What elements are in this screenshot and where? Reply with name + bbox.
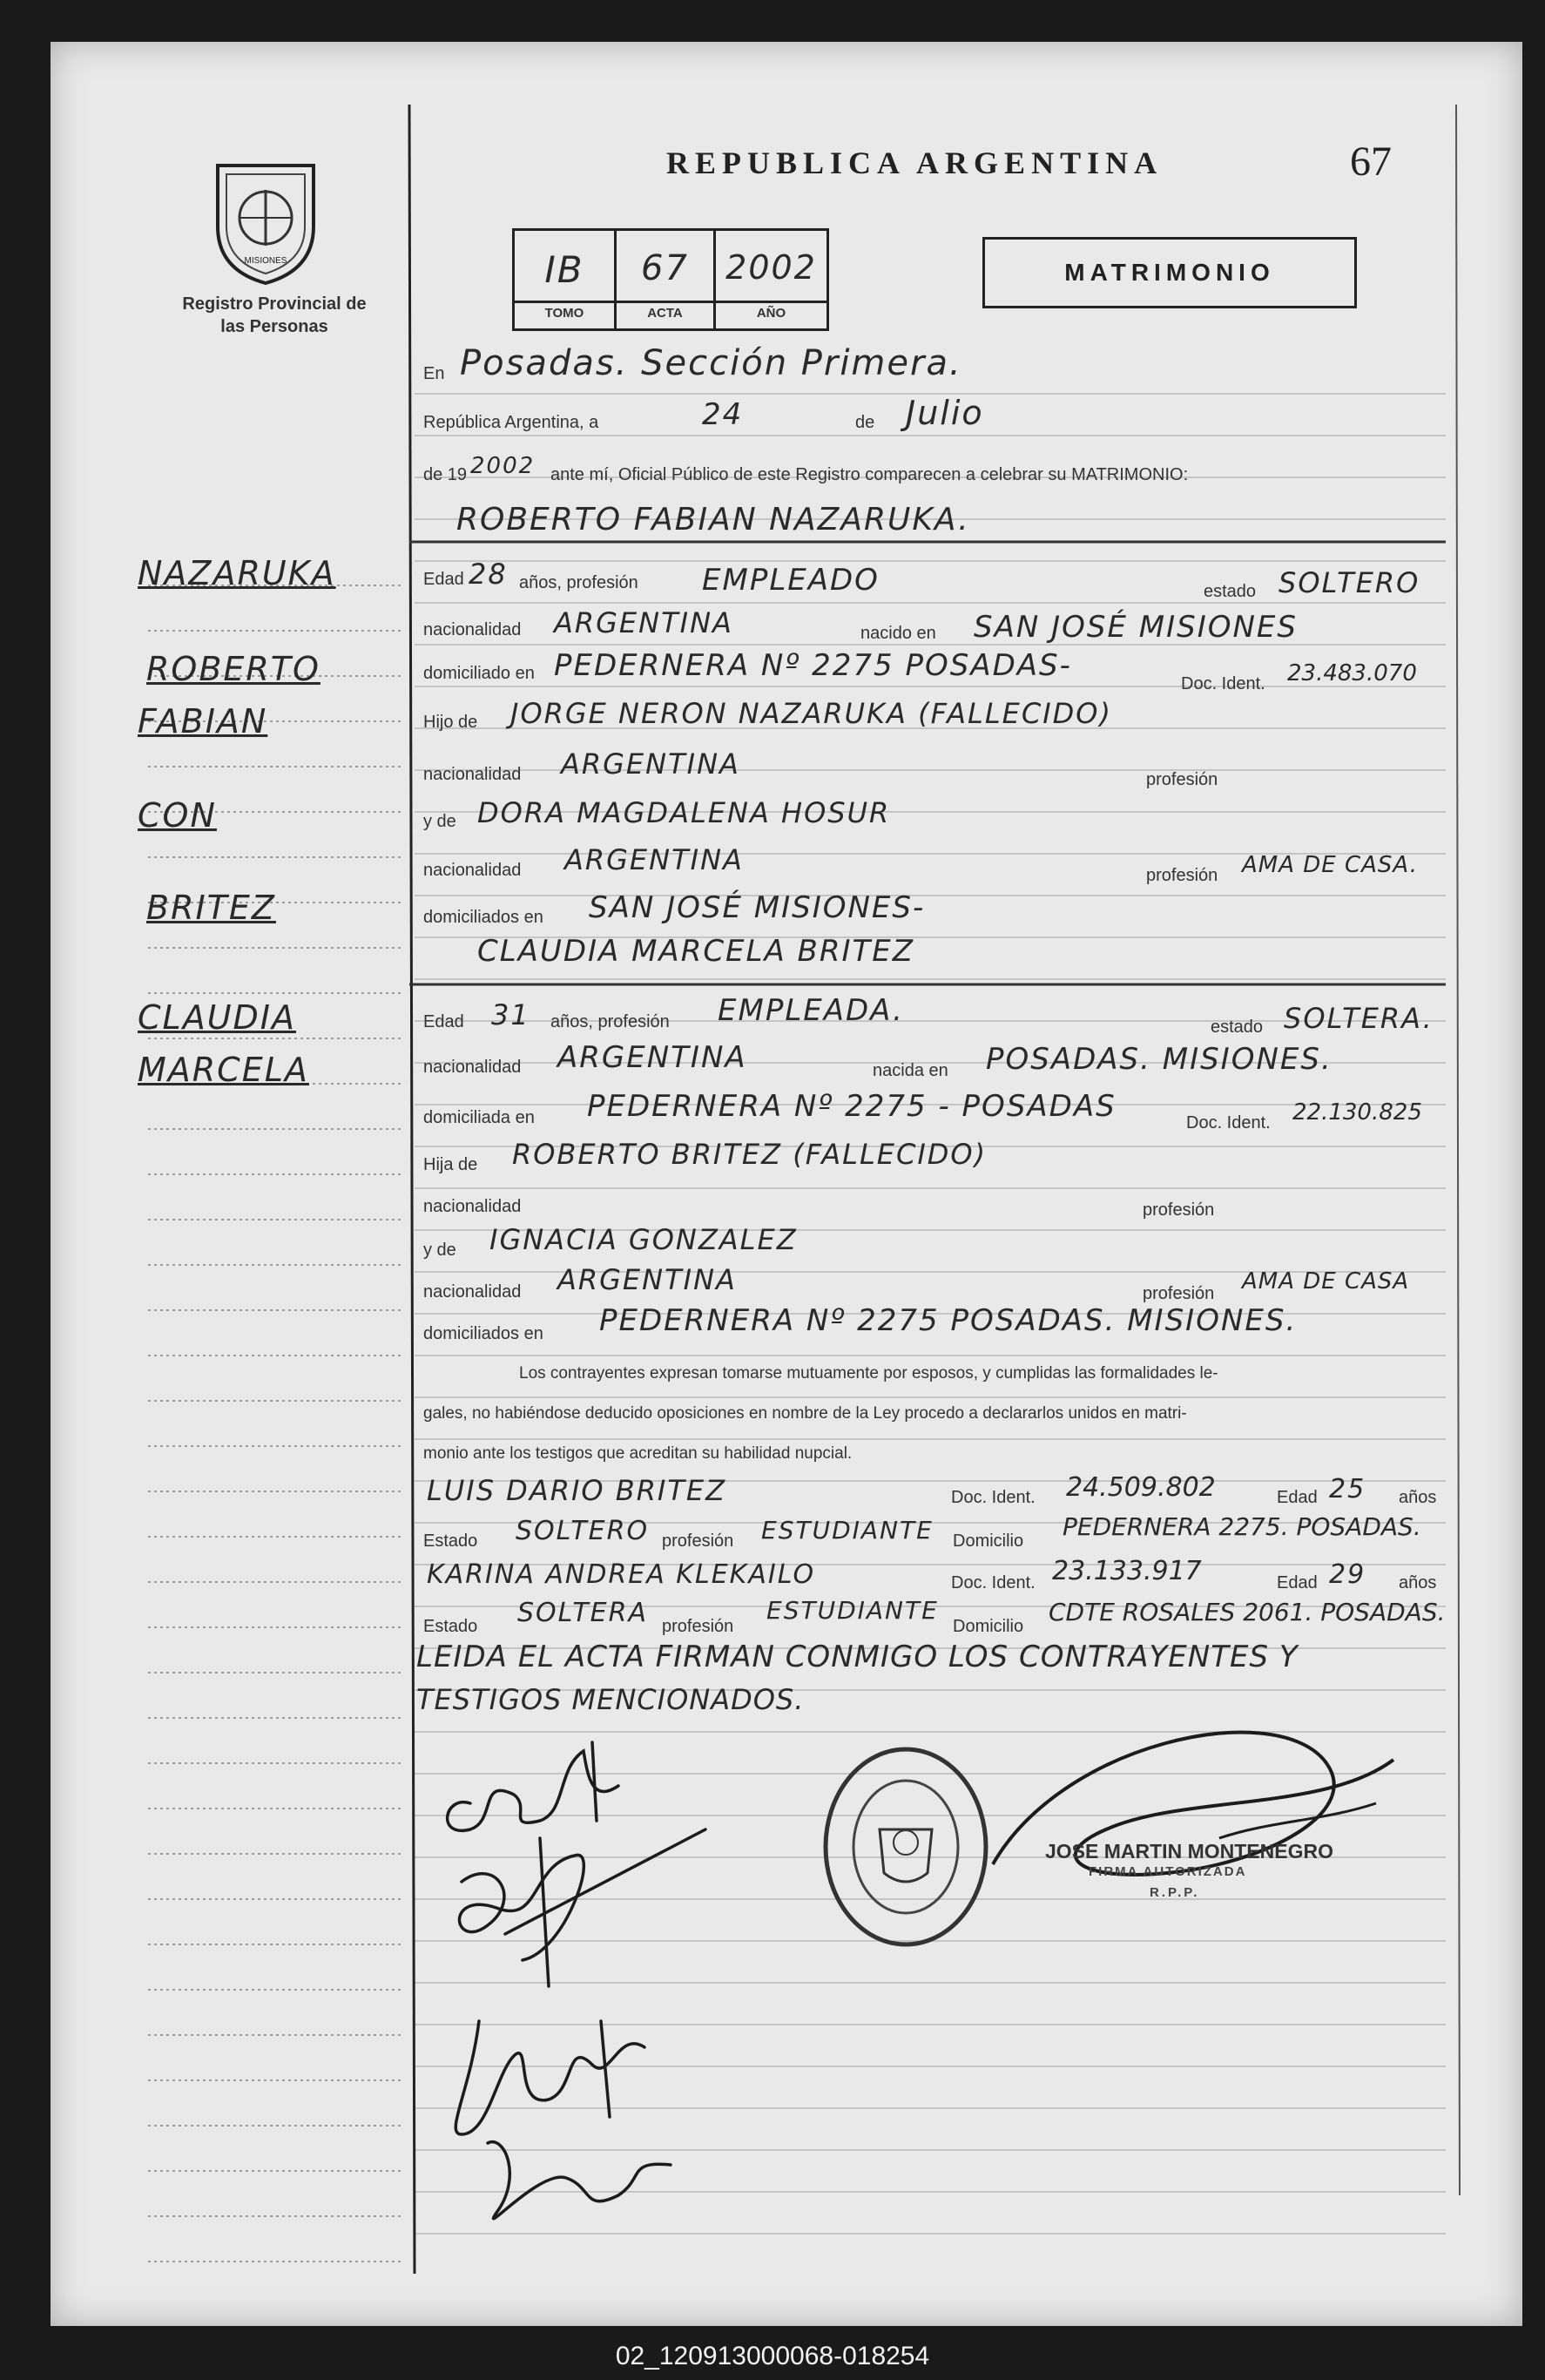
- margin-note-name2: FABIAN: [138, 702, 268, 740]
- witness2-profesion-label: profesión: [662, 1617, 734, 1636]
- acta-label: ACTA: [647, 306, 683, 321]
- witness1-anos-label: años: [1399, 1488, 1437, 1507]
- witness1-doc-label: Doc. Ident.: [951, 1488, 1036, 1507]
- groom-mother-nacionalidad-label: nacionalidad: [423, 861, 522, 880]
- groom-nacionalidad: ARGENTINA: [554, 606, 733, 639]
- bride-name: CLAUDIA MARCELA BRITEZ: [477, 934, 915, 969]
- tomo-value: IB: [544, 248, 584, 291]
- closing-line-1: LEIDA EL ACTA FIRMAN CONMIGO LOS CONTRAYENTES Y: [416, 1640, 1299, 1674]
- signature-groom: [448, 1742, 618, 1830]
- margin-note-bride-surname: BRITEZ: [146, 889, 276, 927]
- groom-profesion: EMPLEADO: [702, 563, 880, 598]
- official-org: R.P.P.: [1150, 1885, 1200, 1900]
- bride-doc: 22.130.825: [1292, 1099, 1422, 1126]
- bride-doc-label: Doc. Ident.: [1186, 1113, 1271, 1133]
- groom-doc-label: Doc. Ident.: [1181, 674, 1265, 693]
- groom-nacido-label: nacido en: [860, 624, 936, 643]
- bride-father-profesion-label: profesión: [1143, 1200, 1215, 1220]
- seal-text: MISIONES: [244, 256, 287, 266]
- groom-nacido: SAN JOSÉ MISIONES: [974, 610, 1298, 645]
- groom-hijo-label: Hijo de: [423, 713, 478, 732]
- groom-father-nacionalidad-label: nacionalidad: [423, 765, 522, 784]
- groom-profesion-label: años, profesión: [519, 573, 638, 592]
- groom-doc: 23.483.070: [1287, 660, 1417, 686]
- bride-edad-label: Edad: [423, 1012, 464, 1031]
- bride-domicilio: PEDERNERA Nº 2275 - POSADAS: [587, 1089, 1117, 1124]
- witness1-estado-label: Estado: [423, 1531, 478, 1551]
- ano-label: AÑO: [756, 306, 786, 321]
- bride-hija-label: Hija de: [423, 1155, 478, 1174]
- country-title: REPUBLICA ARGENTINA: [666, 145, 1164, 180]
- signature-witness2: [488, 2142, 671, 2219]
- witness2-edad-label: Edad: [1277, 1573, 1318, 1592]
- witness2-doc: 23.133.917: [1052, 1556, 1202, 1586]
- bride-profesion-label: años, profesión: [550, 1012, 670, 1031]
- acta-value: 67: [641, 248, 689, 288]
- witness2-name: KARINA ANDREA KLEKAILO: [427, 1559, 816, 1590]
- month: Julio: [906, 394, 984, 432]
- margin-note-con: CON: [138, 796, 217, 835]
- groom-padres-domicilio: SAN JOSÉ MISIONES-: [589, 890, 926, 925]
- closing-line-2: TESTIGOS MENCIONADOS.: [416, 1683, 805, 1716]
- signature-bride: [460, 1829, 706, 1986]
- groom-domicilio: PEDERNERA Nº 2275 POSADAS-: [554, 648, 1072, 683]
- groom-father-nacionalidad: ARGENTINA: [561, 747, 740, 781]
- bride-estado-label: estado: [1211, 1018, 1264, 1037]
- witness2-edad: 29: [1329, 1559, 1366, 1590]
- margin-note-surname: NAZARUKA: [138, 554, 336, 592]
- witness1-edad-label: Edad: [1277, 1488, 1318, 1507]
- bride-nacida-label: nacida en: [873, 1061, 948, 1080]
- witness2-profesion: ESTUDIANTE: [766, 1596, 939, 1625]
- bride-mother-profesion-label: profesión: [1143, 1284, 1215, 1303]
- footer-id: 02_120913000068-018254: [615, 2342, 930, 2370]
- bride-padres-domicilio-label: domiciliados en: [423, 1324, 543, 1343]
- signature-witness1: [455, 2021, 644, 2134]
- witness1-name: LUIS DARIO BRITEZ: [427, 1474, 727, 1507]
- tomo-label: TOMO: [544, 306, 584, 321]
- de-label: de: [855, 413, 875, 432]
- witness2-domicilio: CDTE ROSALES 2061. POSADAS.: [1049, 1598, 1446, 1626]
- act-type-box: MATRIMONIO: [982, 237, 1357, 308]
- bride-estado: SOLTERA.: [1284, 1002, 1434, 1035]
- witness1-doc: 24.509.802: [1066, 1472, 1216, 1503]
- groom-mother: DORA MAGDALENA HOSUR: [477, 796, 891, 829]
- groom-nacionalidad-label: nacionalidad: [423, 620, 522, 639]
- day: 24: [702, 397, 744, 432]
- groom-estado-label: estado: [1204, 582, 1257, 601]
- margin-note-name1: ROBERTO: [146, 650, 320, 688]
- signatures: [418, 1725, 749, 2248]
- year-prefix: de 19: [423, 465, 468, 484]
- witness2-estado-label: Estado: [423, 1617, 478, 1636]
- declaration-line-1: Los contrayentes expresan tomarse mutuamente por esposos, y cumplidas las formalidades le-: [519, 1364, 1218, 1383]
- witness1-domicilio-label: Domicilio: [953, 1531, 1024, 1551]
- witness2-domicilio-label: Domicilio: [953, 1617, 1024, 1636]
- groom-mother-nacionalidad: ARGENTINA: [564, 843, 744, 876]
- tomo-acta-box: [512, 228, 829, 331]
- margin-note-bride-name2: MARCELA: [138, 1051, 309, 1089]
- witness1-profesion-label: profesión: [662, 1531, 734, 1551]
- bride-yde-label: y de: [423, 1241, 456, 1260]
- witness1-domicilio: PEDERNERA 2275. POSADAS.: [1063, 1512, 1421, 1541]
- witness1-estado: SOLTERO: [516, 1516, 650, 1546]
- bride-profesion: EMPLEADA.: [718, 993, 904, 1028]
- registry-seal-icon: [209, 157, 322, 287]
- statement: ante mí, Oficial Público de este Registro comparecen a celebrar su MATRIMONIO:: [550, 465, 1189, 484]
- year-value: 2002: [470, 453, 536, 479]
- groom-domicilio-label: domiciliado en: [423, 664, 535, 683]
- bride-mother-nacionalidad: ARGENTINA: [557, 1263, 737, 1296]
- bride-father-nacionalidad-label: nacionalidad: [423, 1197, 522, 1216]
- declaration-line-2: gales, no habiéndose deducido oposiciones en nombre de la Ley procedo a declararlos unidos en matri-: [423, 1404, 1187, 1423]
- declaration-line-3: monio ante los testigos que acreditan su habilidad nupcial.: [423, 1444, 853, 1463]
- groom-yde-label: y de: [423, 812, 456, 831]
- official-title: FIRMA AUTORIZADA: [1089, 1864, 1247, 1879]
- place: Posadas. Sección Primera.: [460, 343, 962, 383]
- bride-mother: IGNACIA GONZALEZ: [489, 1223, 798, 1256]
- margin-note-bride-name1: CLAUDIA: [138, 998, 296, 1037]
- groom-father: JORGE NERON NAZARUKA (FALLECIDO): [510, 697, 1112, 730]
- groom-edad: 28: [469, 558, 508, 591]
- ano-value: 2002: [725, 248, 817, 287]
- witness1-profesion: ESTUDIANTE: [761, 1516, 934, 1545]
- groom-edad-label: Edad: [423, 570, 464, 589]
- page-number: 67: [1350, 139, 1392, 185]
- bride-edad: 31: [491, 998, 530, 1031]
- witness2-doc-label: Doc. Ident.: [951, 1573, 1036, 1592]
- bride-domicilio-label: domiciliada en: [423, 1108, 535, 1127]
- republica-label: República Argentina, a: [423, 413, 599, 432]
- bride-mother-nacionalidad-label: nacionalidad: [423, 1282, 522, 1302]
- groom-mother-profesion: AMA DE CASA.: [1242, 852, 1418, 878]
- groom-estado: SOLTERO: [1279, 566, 1420, 599]
- groom-father-profesion-label: profesión: [1146, 770, 1218, 789]
- witness2-anos-label: años: [1399, 1573, 1437, 1592]
- bride-father: ROBERTO BRITEZ (FALLECIDO): [512, 1138, 988, 1171]
- witness2-estado: SOLTERA: [517, 1598, 648, 1628]
- official-name: JOSE MARTIN MONTENEGRO: [1045, 1840, 1333, 1863]
- registry-name: Registro Provincial de las Personas: [182, 294, 367, 336]
- bride-padres-domicilio: PEDERNERA Nº 2275 POSADAS. MISIONES.: [599, 1303, 1298, 1338]
- groom-name: ROBERTO FABIAN NAZARUKA.: [456, 502, 970, 538]
- groom-mother-profesion-label: profesión: [1146, 866, 1218, 885]
- bride-nacionalidad-label: nacionalidad: [423, 1058, 522, 1077]
- groom-padres-domicilio-label: domiciliados en: [423, 908, 543, 927]
- bride-mother-profesion: AMA DE CASA: [1242, 1268, 1410, 1295]
- en-label: En: [423, 364, 445, 383]
- witness1-edad: 25: [1329, 1474, 1366, 1504]
- bride-nacionalidad: ARGENTINA: [557, 1040, 747, 1075]
- bride-nacida: POSADAS. MISIONES.: [986, 1042, 1332, 1077]
